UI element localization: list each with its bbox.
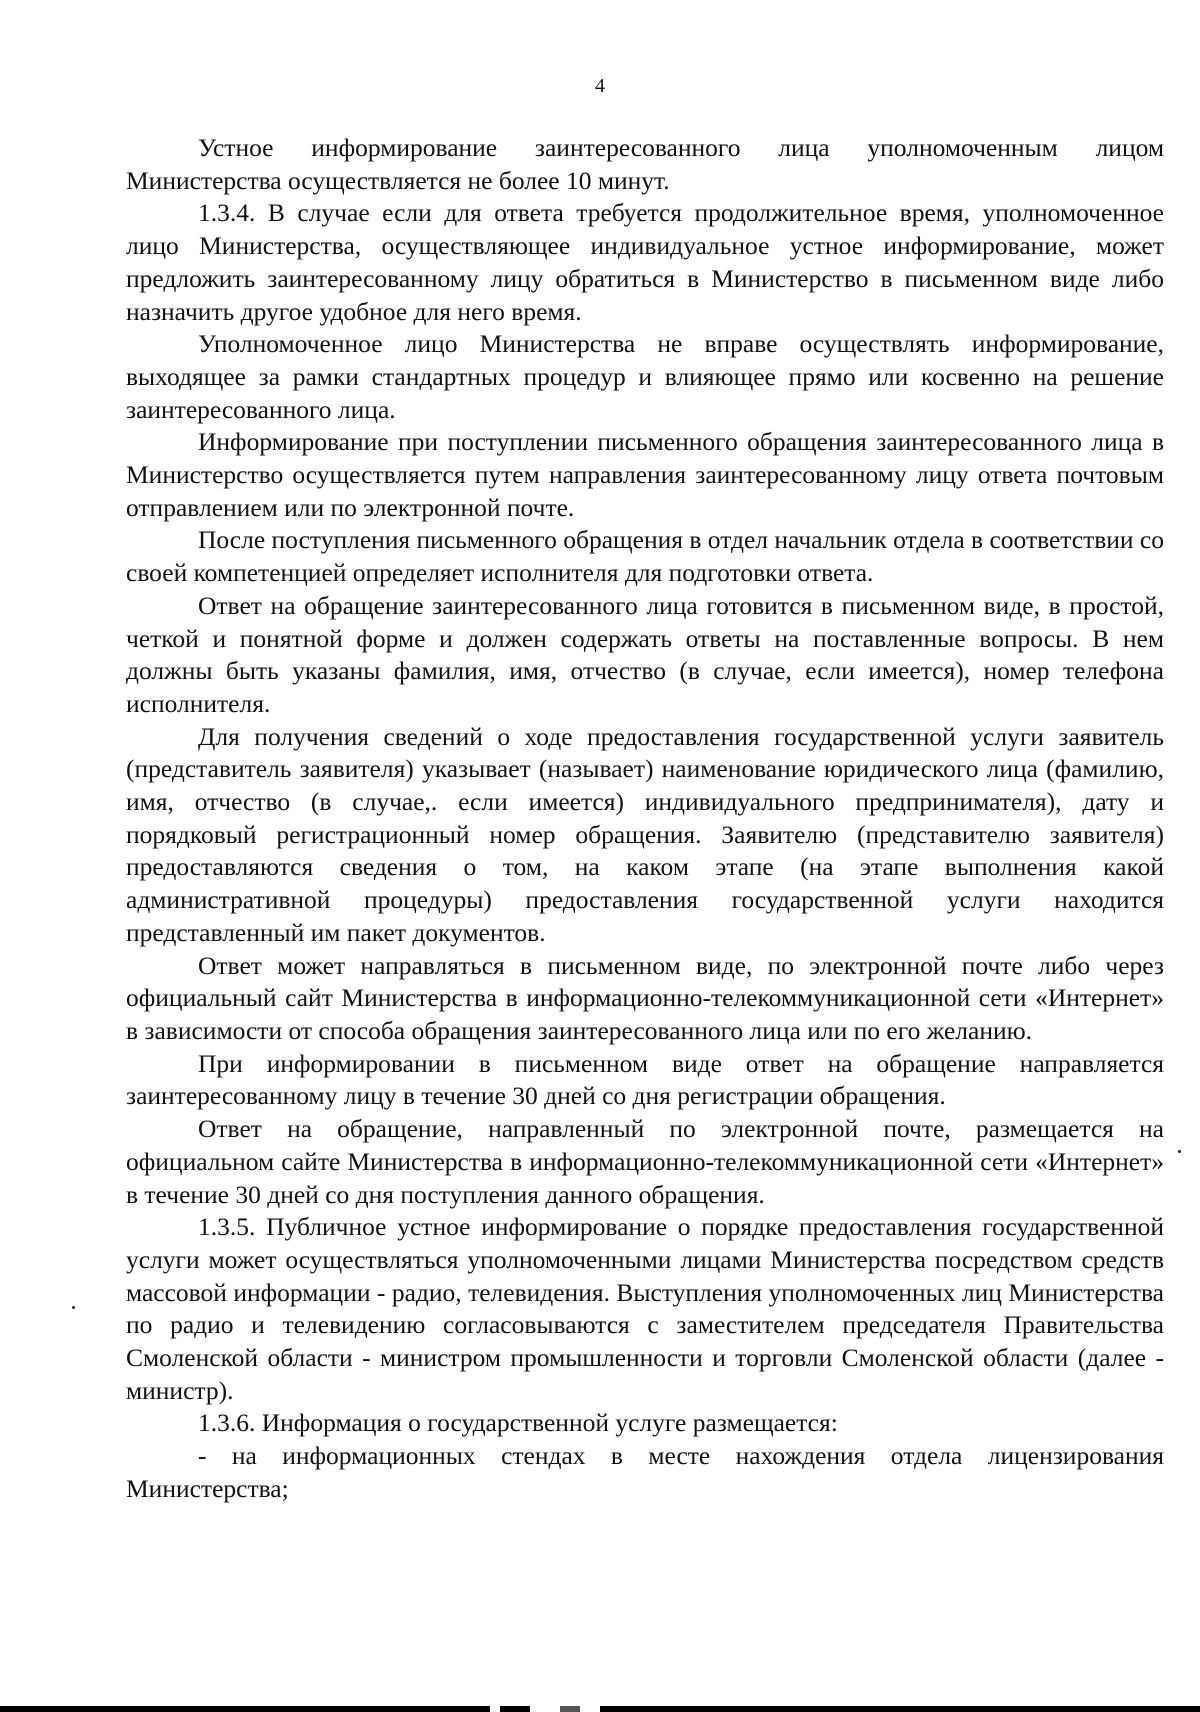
paragraph: Информирование при поступлении письменного обращения заинтересованного лица в Министерство осуществляется путем направления заинтересованному лицу ответа почтовым отправлением или по электронной почте. [126,427,1164,522]
paragraph: Ответ может направляться в письменном виде, по электронной почте либо через официальный сайт Министерства в информационно-телекоммуникационной сети «Интернет» в зависимости от способа обращения заинтересованного лица или по его желанию. [126,950,1164,1045]
scan-edge-line [0,1706,1200,1712]
paragraph: При информировании в письменном виде ответ на обращение направляется заинтересованному лицу в течение 30 дней со дня регистрации обращения. [126,1048,1164,1111]
paragraph: После поступления письменного обращения в отдел начальник отдела в соответствии со своей компетенцией определяет исполнителя для подготовки ответа. [126,525,1164,588]
document-body [126,132,1164,1506]
paragraph: Для получения сведений о ходе предоставления государственной услуги заявитель (представитель заявителя) указывает (называет) наименование юридического лица (фамилию, имя, отчество (в случае,. если имеется) индивидуального предпринимателя), дату и порядковый регистрационный номер обращения. Заявителю (представителю заявителя) предоставляются сведения о том, на каком этапе (на этапе выполнения какой административной процедуры) предоставления государственной услуги находится представленный им пакет документов. [126,721,1164,947]
paragraph: 1.3.6. Информация о государственной услуге размещается: [198,1408,838,1438]
paragraph: 1.3.5. Публичное устное информирование о порядке предоставления государственной услуги может осуществляться уполномоченными лицами Министерства посредством средств массовой информации - радио, телевидения. Выступления уполномоченных лиц Министерства по радио и телевидению согласовываются с заместителем председателя Правительства Смоленской области - министром промышленности и торговли Смоленской области (далее - министр). [126,1212,1164,1405]
scan-artifact-dot [1178,1150,1181,1153]
scan-artifact-dot [72,1306,75,1309]
page-number: 4 [595,75,605,97]
paragraph: Уполномоченное лицо Министерства не вправе осуществлять информирование, выходящее за рамки стандартных процедур и влияющее прямо или косвенно на решение заинтересованного лица. [126,329,1164,424]
paragraph: Ответ на обращение, направленный по электронной почте, размещается на официальном сайте Министерства в информационно-телекоммуникационной сети «Интернет» в течение 30 дней со дня поступления данного обращения. [126,1114,1164,1209]
paragraph: 1.3.4. В случае если для ответа требуется продолжительное время, уполномоченное лицо Министерства, осуществляющее индивидуальное устное информирование, может предложить заинтересованному лицу обратиться в Министерство в письменном виде либо назначить другое удобное для него время. [126,198,1164,326]
paragraph: - на информационных стендах в месте нахождения отдела лицензирования Министерства; [126,1441,1164,1503]
paragraph: Устное информирование заинтересованного лица уполномоченным лицом Министерства осуществляется не более 10 минут. [126,133,1164,195]
paragraph: Ответ на обращение заинтересованного лица готовится в письменном виде, в простой, четкой и понятной форме и должен содержать ответы на поставленные вопросы. В нем должны быть указаны фамилия, имя, отчество (в случае, если имеется), номер телефона исполнителя. [126,590,1164,718]
